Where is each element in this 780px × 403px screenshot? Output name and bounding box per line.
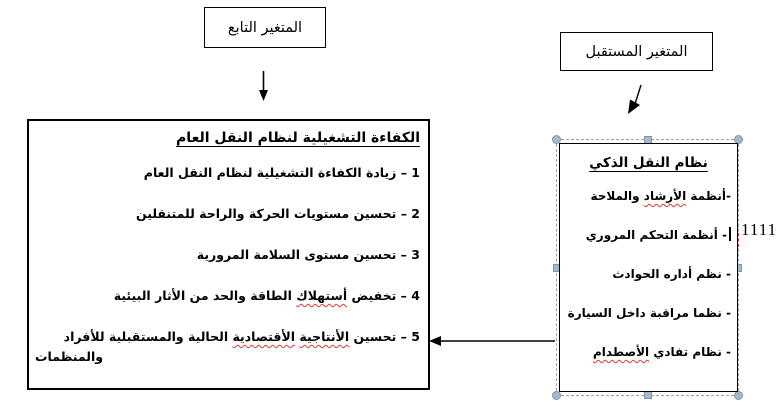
left-box-title: الكفاءة التشغيلية لنظام النقل العام	[176, 130, 420, 146]
slanted-arrow-connector[interactable]	[624, 84, 650, 116]
list-item: 3 – تحسين مستوى السلامة المرورية	[196, 247, 420, 262]
list-item: - نظام تفادي الأصطدام	[592, 345, 731, 359]
left-arrow-icon	[428, 334, 556, 348]
dependent-variable-label: المتغير التابع	[227, 19, 303, 36]
left-arrow-connector[interactable]	[428, 334, 556, 348]
right-box-title: نظام النقل الذكي	[589, 155, 708, 171]
list-item: - نظما مراقبة داخل السيارة	[567, 306, 731, 320]
list-item: 2 – تحسين مستويات الحركة والراحة للمتنقلين	[135, 206, 420, 221]
list-item: 5 – تحسين الأنتاجية الأقتصادية الحالية والمستقبلية للأفراد والمنظمات	[35, 329, 420, 364]
independent-variable-label: المتغير المستقبل	[585, 43, 688, 60]
left-box-items	[35, 163, 420, 367]
list-item: - نظم أداره الحوادث	[612, 267, 731, 281]
text-cursor	[729, 227, 731, 241]
list-item: 1 – زيادة الكفاءة التشغيلية لنظام النقل العام	[143, 165, 420, 180]
resize-handle-bottom[interactable]	[644, 391, 652, 399]
slanted-arrow-icon	[624, 84, 650, 116]
independent-variable-box[interactable]	[560, 32, 713, 71]
resize-handle-bottom-left[interactable]	[552, 391, 561, 400]
down-arrow-connector[interactable]	[256, 71, 271, 102]
number-note: 1111	[741, 220, 778, 239]
list-item: -أنظمة الأرشاد والملاحة	[590, 189, 731, 203]
dependent-variable-box[interactable]	[204, 7, 326, 48]
red-dash-marker	[738, 233, 739, 247]
smart-transport-box[interactable]	[559, 143, 738, 392]
down-arrow-icon	[256, 71, 271, 102]
list-item: 4 – تخفيض أستهلاك الطاقة والحد من الأثار البيئية	[113, 288, 420, 303]
operational-efficiency-box[interactable]	[27, 119, 430, 390]
list-item: - أنظمة التحكم المروري	[566, 225, 731, 245]
right-box-items	[566, 186, 731, 362]
resize-handle-bottom-right[interactable]	[734, 391, 743, 400]
